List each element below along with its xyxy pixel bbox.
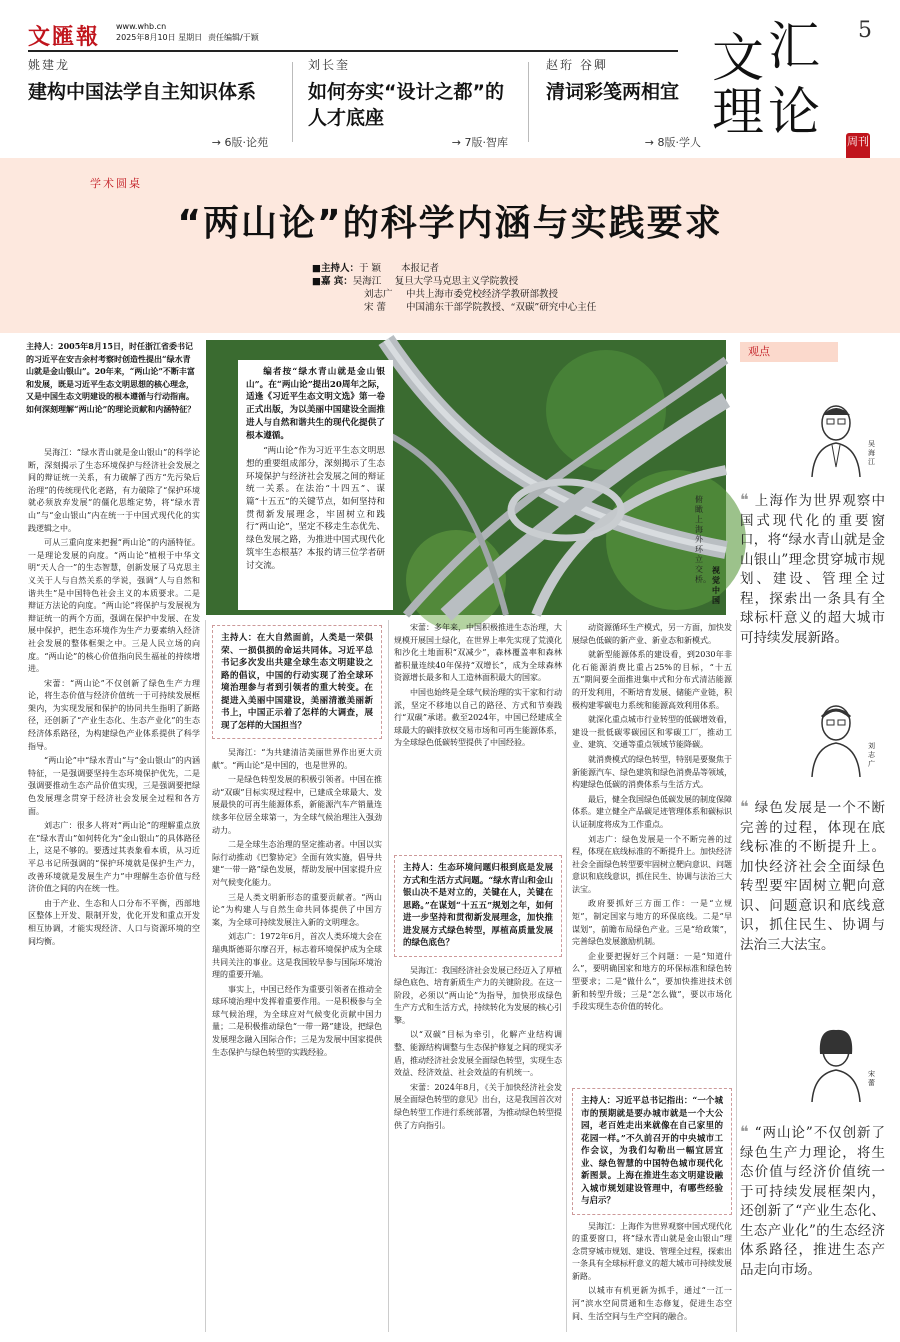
host-question-box: 主持人：习近平总书记指出：“一个城市的预期就是要办城市就是一个大公园，老百姓走出来就像在自己家里的花园一样。”不久前召开的中央城市工作会议，为我们勾勒出一幅宜居宜业、绿色智慧的中国特色城市现代化新图景。上海在推进生态文明建设融入城市规划建设管理中，有哪些经验与启示？ (572, 1088, 732, 1215)
viewpoint-tag: 观点 (740, 342, 838, 362)
viewpoint-sidebar (740, 342, 885, 1342)
portrait-sketch (806, 697, 866, 777)
quote-mark-icon: ❝ (740, 797, 755, 816)
brand-char: 理 (712, 83, 765, 143)
brand-char: 汇 (768, 17, 821, 77)
column-1: 吴海江：“绿水青山就是金山银山”的科学论断，深刻揭示了生态环境保护与经济社会发展之间的辩证统一关系，有力破解了西方“先污染后治理”的传统现代化老路，有力破除了“保护环境就必须放弃发展”的僵化思维定势，将“绿水青山”与“金山银山”内在统一于中国式现代化的实践逻辑之中。 可从三重向度来把握“两山论”的内涵特征。一是理论发展的向度。“两山论”植根于中华文明“天人合一”的生态智慧，创新发展了马克思主义关于人与自然关系的学说，强调“人与自然和谐共生”是中国特色社会主义的本质要求。二是辩证方法论的向度。“两山论”将保护与发展视为辩证统一的两个方面，强调在保护中发展、在发展中保护，把生态环境作为生产力要素纳入经济社会发展的整体框架之中。三是人民立场的向度。“两山论”的核心价值指向民生福祉的持续增进。 宋蕾：“两山论”不仅创新了绿色生产力理论，将生态价值与经济价值统一于可持续发展框架内，为实现发展和保护的协同共生指明了新路径，还创新了“产业生态化、生态产业化”的生态经济体系路径，为构建绿色产业体系提供了科学指导。 “两山论”中“绿水青山”与“金山银山”的内涵特征，一是强调要坚持生态环境保护优先，二是强调要推动生态产品价值实现，三是强调要把绿色发展理念贯穿于经济社会发展全过程和各方面。 刘志广：很多人将对“两山论”的理解重点放在“绿水青山”如何转化为“金山银山”的具体路径上，这是不够的。要透过其表象看本质，从习近平总书记所强调的“保护环境就是保护生产力，改善环境就是发展生产力”中理解生态价值与经济价值之间的内在统一性。 由于产业、生态和人口分布不平衡，西部地区整体上开发、限制开发，优化开发和重点开发相互协调，才能实现经济、人口与资源环境的空间均衡。 (28, 448, 200, 946)
masthead-meta (116, 21, 202, 43)
column-2-body: 吴海江：“为共建清洁美丽世界作出更大贡献”。“两山论”是中国的，也是世界的。 一是绿色转型发展的积极引领者。中国在推动“双碳”目标实现过程中，已建成全球最大、发展最快的可再生能源体系，新能源汽车产销量连续多年位居全球第一，为全球气候治理注入强劲动力。 二是全球生态治理的坚定推动者。中国以实际行动推动《巴黎协定》全面有效实施，倡导共建“一带一路”绿色发展，帮助发展中国家提升应对气候变化能力。 三是人类文明新形态的重要贡献者。“两山论”为构建人与自然生命共同体提供了中国方案，为全球可持续发展注入新的文明理念。 刘志广：1972年6月，首次人类环境大会在瑞典斯德哥尔摩召开，标志着环境保护成为全球共同关注的事业。这是我国较早参与国际环境治理的重要开端。 事实上，中国已经作为重要引领者在推动全球环境治理中发挥着重要作用。一是积极参与全球气候治理，为全球应对气候变化贡献中国力量；二是积极推动绿色“一带一路”建设，把绿色发展理念融入国际合作；三是为发展中国家提供生态保护与绿色转型的实践经验。 (212, 748, 382, 1057)
teaser-author: 刘长奎 (308, 58, 351, 72)
host-question-box: 主持人：在大自然面前，人类是一荣俱荣、一损俱损的命运共同体。习近平总书记多次发出共建全球生态文明建设之路的倡议，中国的行动实现了治全球环境治理参与者到引领者的重大转变。在提进入美丽中国建设，美丽清澈美丽新书上，中国正示着了怎样的大调查，展现了怎样的大国担当？ (212, 625, 382, 739)
weekly-badge: 周刊 (846, 133, 870, 169)
column-5-paragraph (572, 1338, 573, 1339)
section-tag: 学术圆桌 (90, 177, 142, 190)
column-3-body: 宋蕾：多年来，中国积极推进生态治理，大规模开展国土绿化，在世界上率先实现了荒漠化和沙化土地面积“双减少”，森林覆盖率和森林蓄积量连续40年保持“双增长”，成为全球森林资源增长最多和人工造林面积最大的国家。 中国也始终是全球气候治理的实干家和行动派，坚定不移地以自己的路径、方式和节奏践行“双碳”承诺。截至2024年，中国已经建成全球最大的碳排放权交易市场和可再生能源体系，为全球绿色低碳转型提供了中国经验。 (394, 623, 562, 748)
teaser-title[interactable]: 如何夯实“设计之都”的人才底座 (308, 81, 504, 129)
participant-row: 刘志广 中共上海市委党校经济学教研部教授 (364, 289, 559, 300)
teaser-title[interactable]: 清词彩笺两相宜 (546, 81, 680, 103)
column-divider (205, 620, 206, 1332)
supplement-brand (700, 17, 870, 155)
portrait-name: 刘志广 (868, 742, 875, 768)
site-url[interactable]: www.whb.cn (116, 22, 167, 31)
portrait-song-lei (806, 1022, 866, 1102)
teaser-divider (528, 62, 529, 142)
viewpoint-quote-2: ❝ 绿色发展是一个不断完善的过程，体现在底线标准的不断提升上。加快经济社会全面绿色转型要牢固树立靶向意识、问题意识和底线意识，抓住民生、协调与法治三大法宝。 (740, 797, 886, 953)
editor-note (238, 360, 393, 610)
portrait-name: 宋蕾 (868, 1070, 875, 1087)
editor-credit: 责任编辑/于颖 (208, 33, 259, 42)
column-5 (572, 1338, 573, 1339)
host-question-box: 主持人：生态环境问题归根到底是发展方式和生活方式问题。“绿水青山和金山银山决不是对立的，关键在人，关键在思路。”在谋划“十五五”规划之年，如何进一步坚持和贯彻新发展理念，加快推进发展方式绿色转型，厚植高质量发展的绿色底色？ (394, 855, 562, 957)
teaser-page-link[interactable]: → 8版·学人 (644, 136, 701, 149)
editor-note-p2: “两山论”作为习近平生态文明思想的重要组成部分，深刻揭示了生态环境保护与经济社会发展之间的辩证统一关系。在法治“十四五”、谋篇“十五五”的关键节点，如何坚持和贯彻新发展理念，牢固树立和践行“两山论”，坚定不移走生态优先、绿色发展之路，为推进中国式现代化筑牢生态根基？本报约请三位学者研讨交流。 (246, 446, 385, 571)
issue-date: 2025年8月10日 星期日 (116, 33, 203, 42)
participant-row: 宋 蕾 中国浦东干部学院教授、“双碳”研究中心主任 (364, 302, 597, 313)
column-4-body: 动资源循环生产模式，另一方面，加快发展绿色低碳的新产业、新业态和新模式。 就新型能源体系的建设看，到2030年非化石能源消费比重占25%的目标，“十五五”期间要全面推进集中式和分布式清洁能源的开发利用，不断培育发展、储能产业链，积极构建零碳电力系统和能源高效利用体系。 就深化重点城市行业转型的低碳增效看，建设一批低碳零碳园区和零碳工厂，推动工业、建筑、交通等重点领域节能降碳。 就消费模式的绿色转型，特别是要聚焦于新能源汽车、绿色建筑和绿色消费品等领域，构建绿色低碳的消费体系与生活方式。 最后，健全我国绿色低碳发展的制度保障体系。建立健全产品碳足迹管理体系和碳标识认证制度将成为工作重点。 刘志广：绿色发展是一个不断完善的过程，体现在底线标准的不断提升上。加快经济社会全面绿色转型要牢固树立靶向意识、问题意识和底线意识，抓住民生、协调与法治三大法宝。 政府要抓好三方面工作：一是“立规矩”，制定国家与地方的环保底线。二是“早谋划”，前瞻布局绿色产业。三是“给政策”，完善绿色发展激励机制。 企业要把握好三个问题：一是“知道什么”，要明确国家和地方的环保标准和绿色转型要求；二是“做什么”，要加快推进技术创新和转型升级；三是“怎么做”，要以市场化手段实现生态价值的转化。 (572, 623, 732, 1012)
column-3 (394, 622, 562, 1315)
masthead-rule (28, 50, 678, 52)
teaser-page-link[interactable]: → 7版·智库 (451, 136, 508, 149)
column-divider (566, 620, 567, 1332)
column-4-body-b: 吴海江：上海作为世界观察中国式现代化的重要窗口，将“绿水青山就是金山银山”理念贯穿城市规划、建设、管理全过程，探索出一条具有全球标杆意义的超大城市可持续发展新路。 以城市有机更新为抓手，通过“一江一河”滨水空间贯通和生态修复，促进生态空间、生活空间与生产空间的融合。 (572, 1221, 732, 1321)
teaser-3[interactable] (546, 56, 701, 149)
editor-note-p1: 编者按“绿水青山就是金山银山”。在“两山论”提出20周年之际，适逢《习近平生态文明文选》第一卷正式出版，为以美丽中国建设全面推进人与自然和谐共生的现代化提供了根本遵循。 (246, 367, 385, 441)
quote-mark-icon: ❝ (740, 490, 755, 509)
brand-char: 论 (768, 83, 821, 143)
participant-row: ■嘉 宾：吴海江 复旦大学马克思主义学院教授 (312, 276, 519, 287)
participant-row: ■主持人：于 颖 本报记者 (312, 263, 439, 274)
brand-char: 文 (712, 29, 765, 89)
quote-mark-icon: ❝ (740, 1122, 755, 1141)
teaser-author: 赵珩 谷卿 (546, 58, 608, 72)
portrait-sketch (806, 397, 866, 477)
teaser-author: 姚建龙 (28, 58, 71, 72)
column-divider (736, 620, 737, 1332)
participants-list (312, 262, 596, 314)
viewpoint-quote-3: ❝ “两山论”不仅创新了绿色生产力理论，将生态价值与经济价值统一于可持续发展框架内，还创新了“产业生态化、生态产业化”的生态经济体系路径，推进生态产品走向市场。 (740, 1122, 885, 1278)
newspaper-logo[interactable]: 文匯報 (28, 24, 101, 50)
viewpoint-quote-1: ❝ 上海作为世界观察中国式现代化的重要窗口，将“绿水青山就是金山银山”理念贯穿城市规划、建设、管理全过程，探索出一条具有全球标杆意义的超大城市可持续发展新路。 (740, 490, 886, 646)
portrait-name: 吴海江 (868, 440, 875, 466)
portrait-wu-haijiang (806, 397, 866, 477)
column-2 (212, 625, 382, 1307)
column-4 (572, 622, 732, 1321)
teaser-page-link[interactable]: → 6版·论苑 (211, 136, 268, 149)
teaser-divider (292, 62, 293, 142)
photo-credit: 视觉中国 (712, 565, 720, 605)
teaser-2[interactable] (308, 56, 508, 149)
photo-caption: 俯瞰上海外环立交桥。 (695, 495, 711, 584)
page-number: 5 (858, 18, 872, 43)
column-3-body-b: 吴海江：我国经济社会发展已经迈入了厚植绿色底色、培育新质生产力的关键阶段。在这一阶段，必须以“两山论”为指导，加快形成绿色生产方式和生活方式，持续转化为发展的核心引擎。 以“双碳”目标为牵引，化解产业结构调整、能源结构调整与生态保护修复之间的现实矛盾，推动经济社会发展全面绿色转型，实现生态效益、经济效益、社会效益的有机统一。 宋蕾：2024年8月，《关于加快经济社会发展全面绿色转型的意见》出台，这是我国首次对绿色转型工作进行系统部署，为推动绿色转型提供了方向指引。 (394, 965, 562, 1130)
teaser-1[interactable] (28, 56, 278, 149)
lead-question: 主持人：2005年8月15日，时任浙江省委书记的习近平在安吉余村考察时创造性提出“绿水青山就是金山银山”。20年来，“两山论”不断丰富和发展，既是习近平生态文明思想的核心理念，又是中国生态文明建设的根本遵循与行动指南。如何深刻理解“两山论”的理论贡献和内涵特征？ (26, 341, 196, 414)
teaser-title[interactable]: 建构中国法学自主知识体系 (28, 81, 257, 103)
portrait-sketch (806, 1022, 866, 1102)
portrait-liu-zhiguang (806, 697, 866, 777)
column-divider (388, 620, 389, 1332)
headline: “两山论”的科学内涵与实践要求 (177, 203, 723, 244)
